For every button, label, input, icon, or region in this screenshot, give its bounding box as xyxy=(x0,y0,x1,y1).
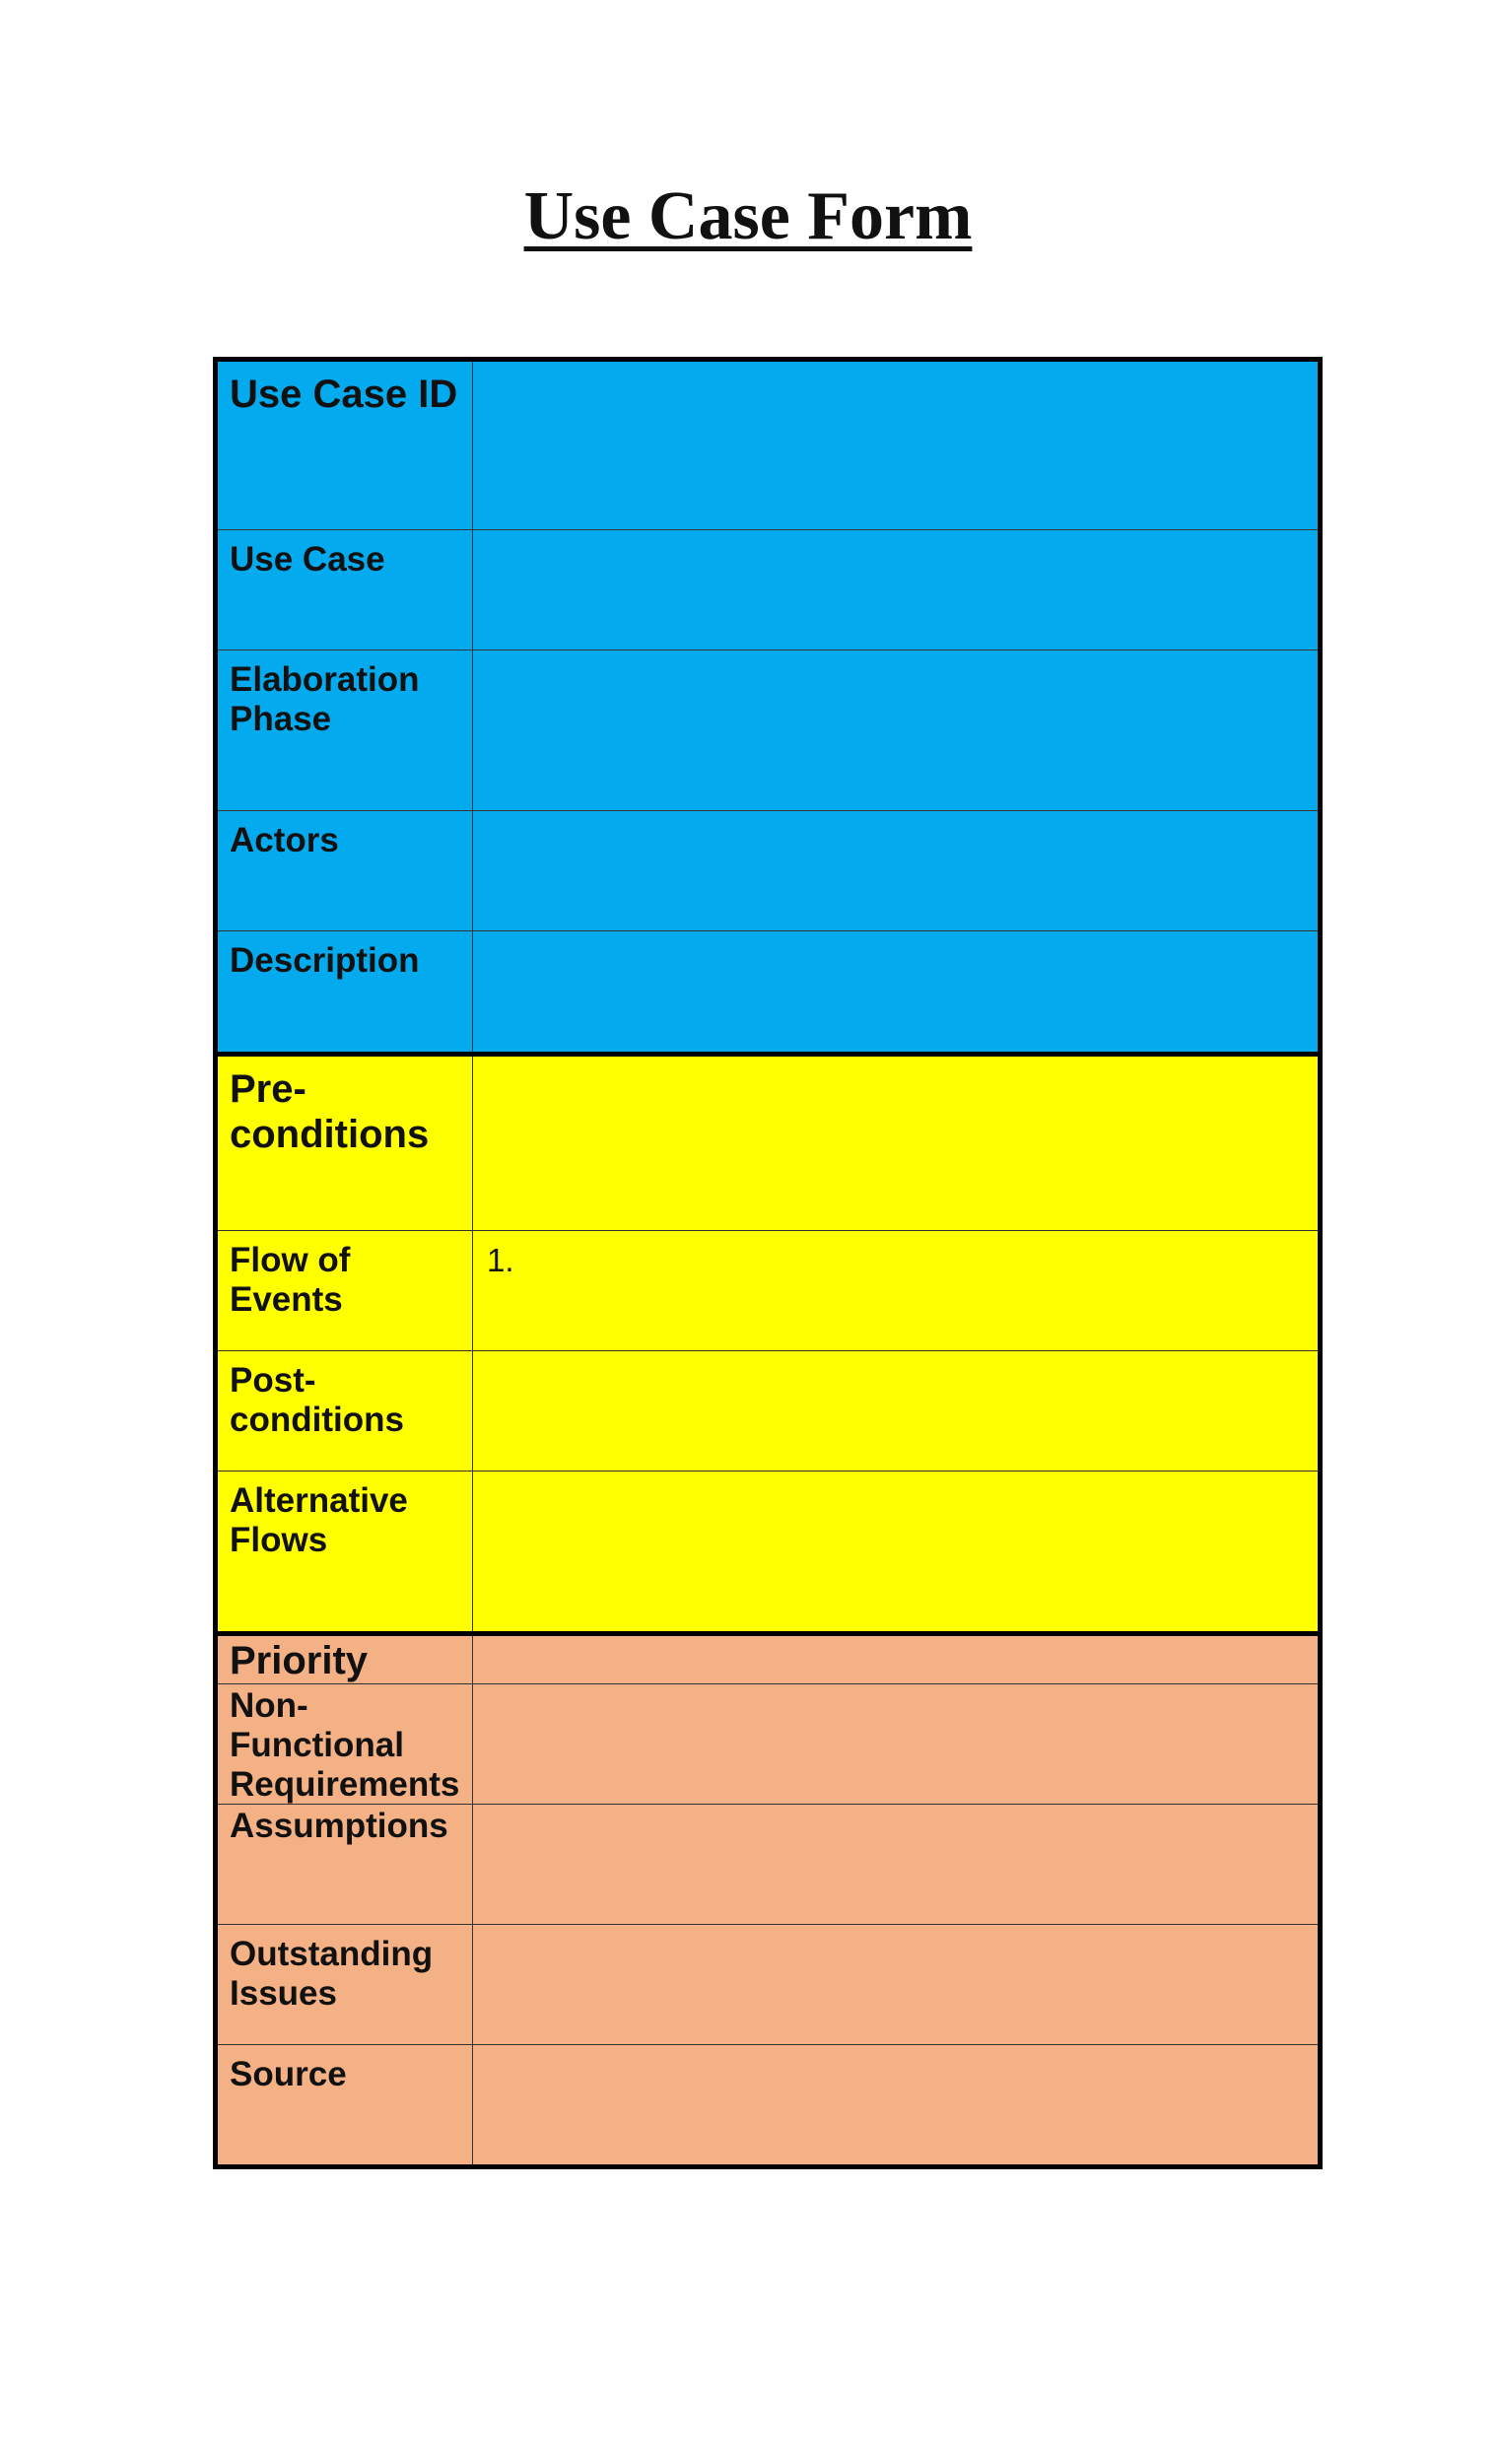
identification-section xyxy=(218,362,1318,1052)
field-use-case-id[interactable] xyxy=(473,362,1318,529)
title-text: Use Case Form xyxy=(523,178,973,254)
field-non-functional-requirements[interactable] xyxy=(473,1684,1318,1804)
field-elaboration-phase[interactable] xyxy=(473,650,1318,810)
row-outstanding-issues xyxy=(218,1924,1318,2044)
row-elaboration-phase xyxy=(218,650,1318,810)
label-postconditions: Post- conditions xyxy=(218,1351,473,1471)
label-alternative-flows: Alternative Flows xyxy=(218,1472,473,1631)
field-flow-of-events[interactable]: 1. xyxy=(487,1242,514,1278)
label-outstanding-issues: Outstanding Issues xyxy=(218,1925,473,2044)
field-postconditions[interactable] xyxy=(473,1351,1318,1471)
label-preconditions: Pre- conditions xyxy=(218,1057,473,1230)
label-assumptions: Assumptions xyxy=(218,1805,473,1924)
label-actors: Actors xyxy=(218,811,473,930)
field-actors[interactable] xyxy=(473,811,1318,930)
page-title xyxy=(0,177,1496,256)
label-elaboration-phase: Elaboration Phase xyxy=(218,650,473,810)
row-postconditions xyxy=(218,1350,1318,1471)
row-use-case xyxy=(218,529,1318,650)
row-priority xyxy=(218,1636,1318,1683)
field-outstanding-issues[interactable] xyxy=(473,1925,1318,2044)
flow-section xyxy=(218,1052,1318,1631)
field-alternative-flows[interactable] xyxy=(473,1472,1318,1631)
label-description: Description xyxy=(218,931,473,1052)
label-use-case: Use Case xyxy=(218,530,473,650)
label-priority: Priority xyxy=(218,1636,473,1683)
label-non-functional-requirements: Non- Functional Requirements xyxy=(218,1684,473,1804)
label-use-case-id: Use Case ID xyxy=(218,362,473,529)
row-use-case-id xyxy=(218,362,1318,529)
field-source[interactable] xyxy=(473,2045,1318,2164)
row-source xyxy=(218,2044,1318,2164)
row-flow-of-events xyxy=(218,1230,1318,1350)
field-assumptions[interactable] xyxy=(473,1805,1318,1924)
field-preconditions[interactable] xyxy=(473,1057,1318,1230)
row-actors xyxy=(218,810,1318,930)
label-flow-of-events: Flow of Events xyxy=(218,1231,473,1350)
row-preconditions xyxy=(218,1057,1318,1230)
row-non-functional-requirements xyxy=(218,1683,1318,1804)
row-assumptions xyxy=(218,1804,1318,1924)
field-priority[interactable] xyxy=(473,1636,1318,1683)
row-description xyxy=(218,930,1318,1052)
use-case-form-table xyxy=(213,357,1323,2169)
requirements-section xyxy=(218,1631,1318,2164)
field-description[interactable] xyxy=(473,931,1318,1052)
field-use-case[interactable] xyxy=(473,530,1318,650)
row-alternative-flows xyxy=(218,1471,1318,1631)
label-source: Source xyxy=(218,2045,473,2164)
